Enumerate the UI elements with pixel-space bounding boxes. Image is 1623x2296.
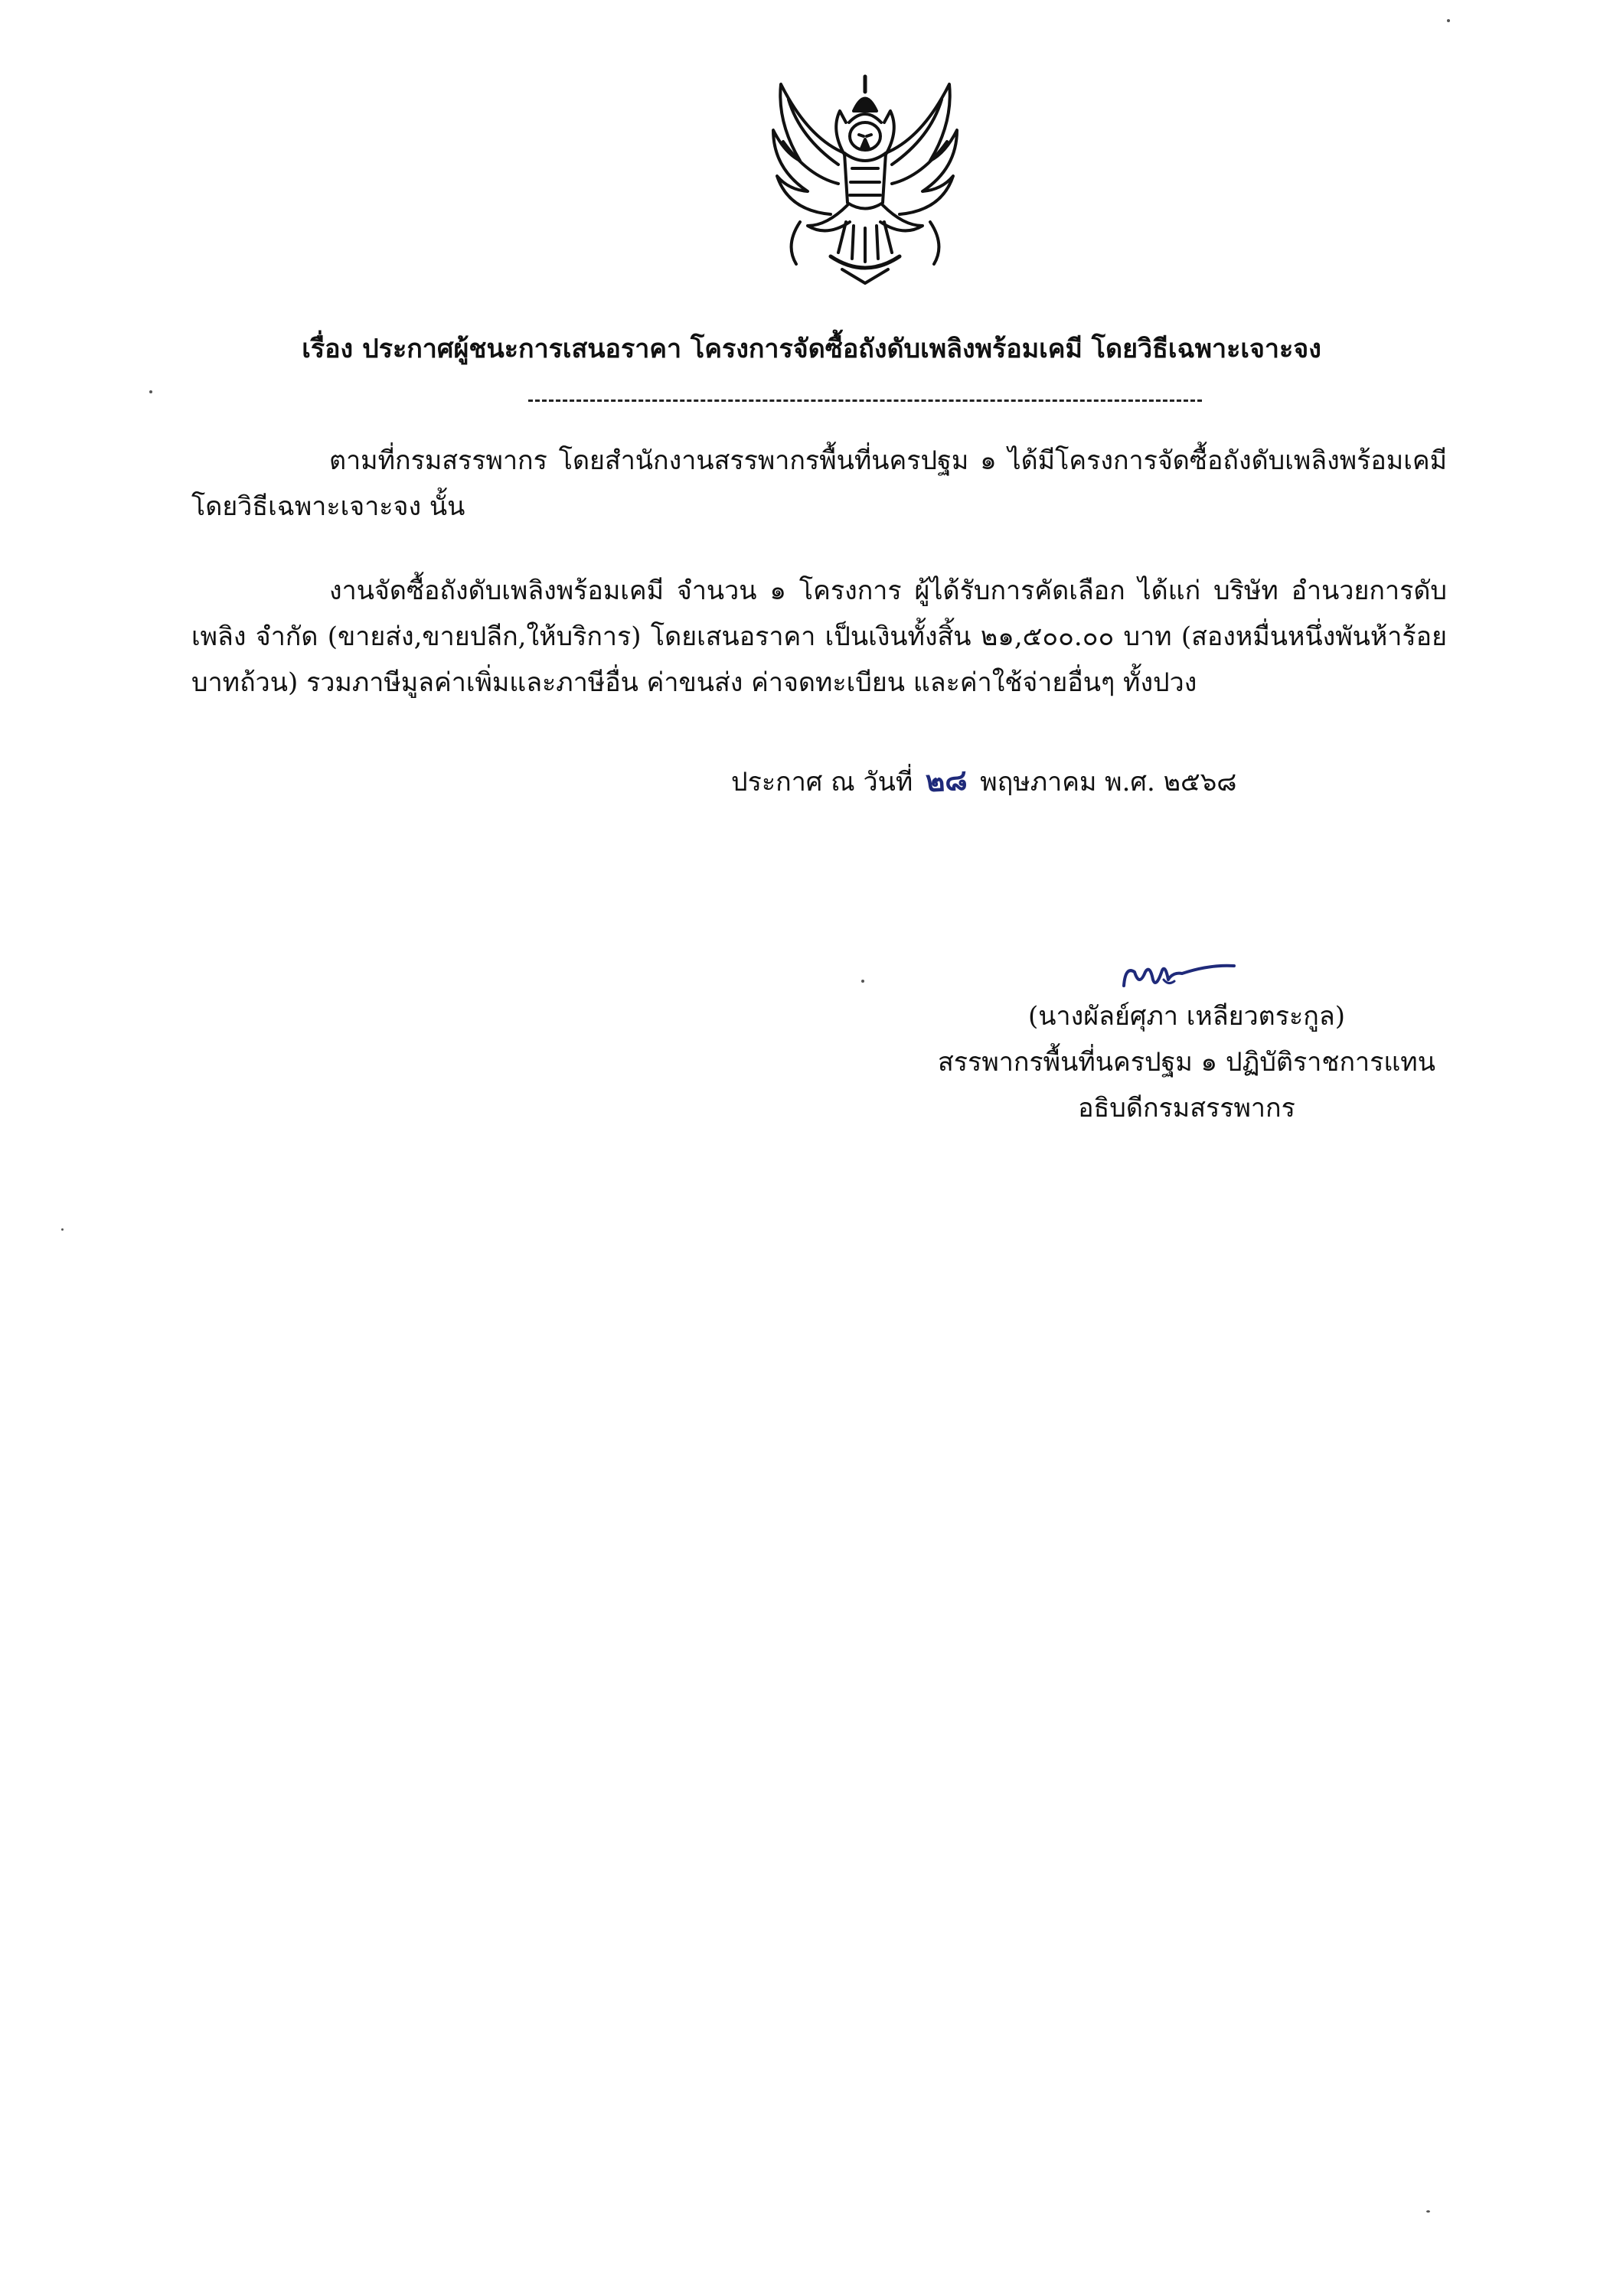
scan-speck [1447, 19, 1450, 22]
paragraph-intro [191, 438, 1447, 530]
announce-prefix: ประกาศ ณ วันที่ [731, 767, 913, 797]
signer-title: อธิบดีกรมสรรพากร [1078, 1093, 1295, 1124]
garuda-emblem-icon [754, 69, 976, 291]
scan-speck [1426, 2210, 1430, 2213]
announce-day-handwritten: ๒๘ [924, 762, 968, 799]
paragraph-award-text: งานจัดซื้อถังดับเพลิงพร้อมเคมี จำนวน ๑ โครงการ ผู้ได้รับการคัดเลือก ได้แก่ บริษัท อำนวยการดับเพลิง จำกัด (ขายส่ง,ขายปลีก,ให้บริการ) โดยเสนอราคา เป็นเงินทั้งสิ้น ๒๑,๕๐๐.๐๐ บาท (สองหมื่นหนึ่งพันห้าร้อยบาทถ้วน) รวมภาษีมูลค่าเพิ่มและภาษีอื่น ค่าขนส่ง ค่าจดทะเบียน และค่าใช้จ่ายอื่นๆ ทั้งปวง [191, 576, 1447, 698]
paragraph-intro-text: ตามที่กรมสรรพากร โดยสำนักงานสรรพากรพื้นที่นครปฐม ๑ ได้มีโครงการจัดซื้อถังดับเพลิงพร้อมเคมี โดยวิธีเฉพาะเจาะจง นั้น [191, 445, 1447, 522]
scan-speck [61, 1228, 64, 1231]
scan-speck [861, 980, 864, 983]
subject-text: ประกาศผู้ชนะการเสนอราคา โครงการจัดซื้อถังดับเพลิงพร้อมเคมี โดยวิธีเฉพาะเจาะจง [362, 334, 1321, 364]
signer-position: สรรพากรพื้นที่นครปฐม ๑ ปฏิบัติราชการแทน [938, 1047, 1435, 1078]
divider-line [528, 400, 1202, 402]
scan-speck [149, 390, 152, 393]
document-subject [0, 328, 1623, 369]
paragraph-award [191, 568, 1447, 706]
announce-suffix: พฤษภาคม พ.ศ. ๒๕๖๘ [980, 767, 1237, 797]
signer-name: (นางผัลย์ศุภา เหลียวตระกูล) [1028, 1001, 1345, 1032]
subject-label: เรื่อง [302, 334, 354, 364]
announcement-date [731, 758, 1237, 805]
signature-block [842, 993, 1531, 1131]
